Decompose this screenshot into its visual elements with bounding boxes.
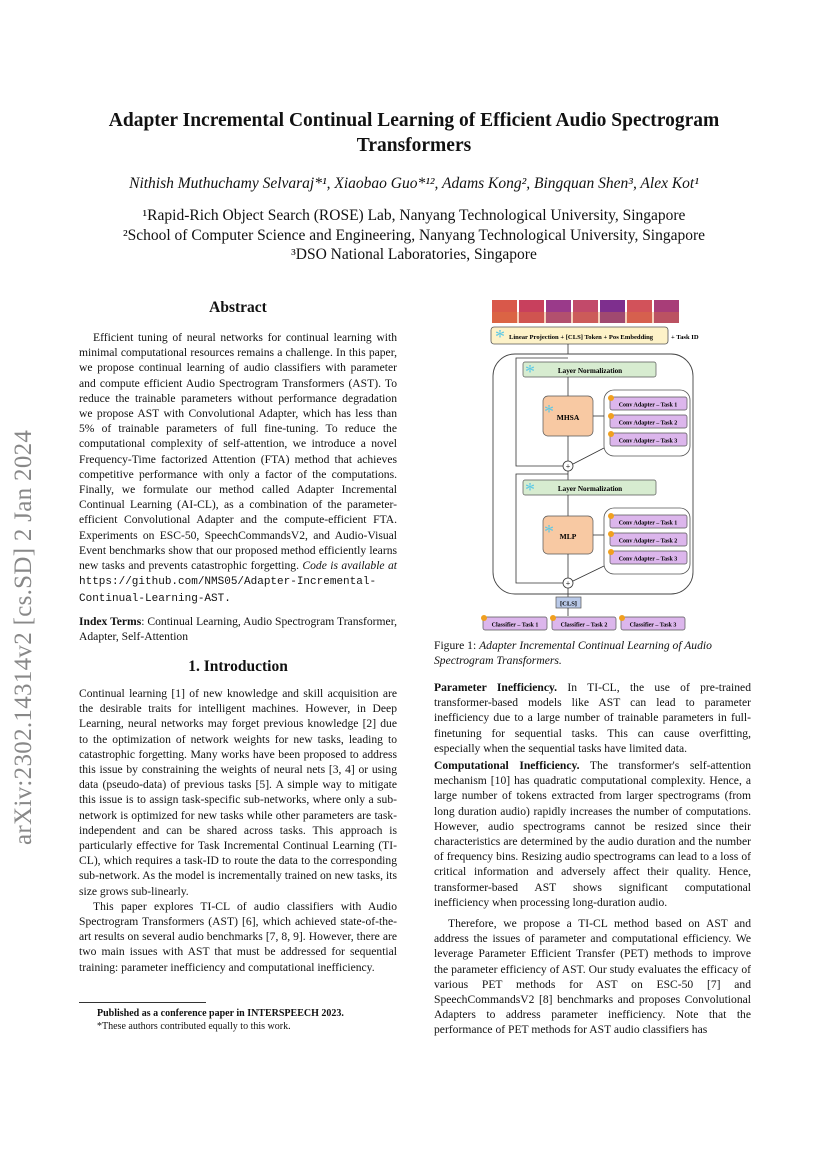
spectrogram-low-band	[492, 312, 679, 323]
figure-1	[468, 298, 728, 633]
diagram-label: Classifier – Task 2	[560, 622, 608, 629]
adapter-1-task-2	[608, 413, 687, 428]
intro-paragraph-2: This paper explores TI-CL of audio classifiers with Audio Spectrogram Transformers (AST) [6], which achieved state-of-the-art results on several audio benchmarks [7, 8, 9]. However, there are two main issues with AST that must be addressed for sequential training: parameter inefficiency and computational inefficiency.	[79, 899, 397, 974]
proposal-paragraph: Therefore, we propose a TI-CL method based on AST and address the issues of parameter and computational efficiency. We leverage Parameter Efficient Transfer (PET) methods to improve the parameter efficiency of AST. Our study evaluates the efficacy of various PET methods for AST on ESC-50 [7] and SpeechCommandsV2 [8] benchmarks and proposes Convolutional Adapters to address parameter inefficiency. Note that the performance of PET methods for AST audio classifiers has	[434, 917, 751, 1037]
frozen-icon: *	[544, 521, 554, 543]
paper-title: Adapter Incremental Continual Learning of Efficient Audio Spectrogram Transformers	[108, 110, 720, 156]
diagram-label: Classifier – Task 1	[491, 622, 539, 629]
abstract-heading: Abstract	[209, 299, 267, 316]
layer-norm-2-label: Layer Normalization	[557, 485, 623, 493]
comp-inefficiency-label: Computational Inefficiency.	[434, 759, 580, 773]
param-inefficiency-label: Parameter Inefficiency.	[434, 681, 558, 694]
intro-heading: 1. Introduction	[188, 658, 288, 675]
figure-caption-text: Adapter Incremental Continual Learning of Audio Spectrogram Transformers.	[434, 639, 712, 667]
diagram-label: Conv Adapter – Task 3	[618, 556, 678, 563]
intro-paragraph-1: Continual learning [1] of new knowledge and skill acquisition are the desirable traits for intelligent machines. However, in Deep Learning, neural networks may forget previous knowledge [2] due to the optimization of network weights for new tasks, leading to catastrophic forgetting. Many works have been proposed to address this issue by constraining the weights of neural nets [3, 4] or using data (pseudo-data) of previous tasks [5]. A simple way to mitigate this issue is to assign task-specific sub-networks, where only a sub-network is optimized for new tasks while other parameters are task-independent and can be shared across tasks. This approach is particularly effective for Task Incremental Continual Learning (TI-CL), which requires a task-ID to route the data to the corresponding sub-network. As the model is incrementally trained on new tasks, its size grows sub-linearly.	[79, 687, 397, 898]
footnote-rule	[79, 1002, 206, 1003]
adapter-1-task-1	[608, 395, 687, 410]
frozen-icon: *	[525, 361, 535, 383]
author-list: Nithish Muthuchamy Selvaraj*¹, Xiaobao Guo*¹², Adams Kong², Bingquan Shen³, Alex Kot¹	[129, 175, 699, 192]
right-column-body	[434, 680, 751, 1038]
diagram-label: Conv Adapter – Task 3	[618, 438, 678, 445]
index-terms-text: : Continual Learning, Audio Spectrogram Transformer, Adapter, Self-Attention	[79, 615, 397, 644]
figure-caption-label: Figure 1:	[434, 639, 477, 652]
comp-inefficiency-text: The transformer's self-attention mechanism [10] has quadratic computational complexity. Hence, a large number of tokens extracted from larger spectrograms (from long duration audio) rapidly increases the number of computations. However, audio spectrograms cannot be resized since their characteristics are determined by the audio duration and the number of frequency bins. Resizing audio spectrograms can lead to a loss of critical information and adversely affect their quality. Hence, transformer-based AST shows significant computational inefficiency when processing long-duration audio.	[434, 759, 752, 909]
classifier-task-3	[619, 615, 685, 630]
footnotes	[79, 1007, 397, 1033]
equal-contribution-note: *These authors contributed equally to this work.	[97, 1021, 291, 1032]
affiliations	[60, 206, 768, 265]
adapter-2-task-1	[608, 513, 687, 528]
spectrogram-patches	[492, 300, 679, 323]
mlp-label: MLP	[559, 532, 577, 541]
frozen-icon: *	[495, 326, 505, 348]
layer-norm-1-label: Layer Normalization	[557, 367, 623, 375]
affiliation-3: ³DSO National Laboratories, Singapore	[291, 246, 537, 263]
comp-inefficiency-paragraph	[434, 758, 751, 910]
arxiv-identifier: arXiv:2302.14314v2 [cs.SD] 2 Jan 2024	[10, 429, 37, 845]
param-inefficiency-paragraph	[434, 680, 751, 756]
diagram-label: Classifier – Task 3	[629, 622, 677, 629]
diagram-label: Conv Adapter – Task 2	[618, 538, 678, 545]
adapter-2-task-2	[608, 531, 687, 546]
diagram-label: Conv Adapter – Task 1	[618, 520, 678, 527]
published-note: Published as a conference paper in INTERSPEECH 2023.	[97, 1008, 344, 1019]
mhsa-label: MHSA	[556, 413, 580, 422]
adapter-1-task-3	[608, 431, 687, 446]
diagram-label: [CLS]	[560, 600, 577, 608]
code-link[interactable]: https://github.com/NMS05/Adapter-Incremental-Continual-Learning-AST.	[79, 576, 377, 606]
diagram-label: +	[565, 462, 571, 471]
abstract-body	[79, 330, 397, 608]
frozen-icon: *	[544, 401, 554, 423]
adapter-2-task-3	[608, 549, 687, 564]
intro-body	[79, 686, 397, 975]
diagram-label: Conv Adapter – Task 2	[618, 420, 678, 427]
param-inefficiency-text: In TI-CL, the use of pre-trained transformer-based models like AST can lead to parameter inefficiency due to a large number of trainable parameters in full-finetuning for sequential tasks. This can cause overfitting, especially when the sequential tasks have limited data.	[434, 681, 751, 755]
code-availability: Code is available at	[302, 559, 397, 573]
architecture-diagram	[468, 298, 728, 633]
affiliation-2: ²School of Computer Science and Engineering, Nanyang Technological University, Singapore	[122, 226, 706, 244]
embedding-label: Linear Projection + [CLS] Token + Pos Embedding	[508, 334, 654, 341]
frozen-icon: *	[525, 479, 535, 501]
classifier-task-2	[550, 615, 616, 630]
task-id-label: + Task ID	[671, 334, 699, 341]
diagram-label: Conv Adapter – Task 1	[618, 402, 678, 409]
figure-caption	[434, 638, 751, 668]
abstract-text: Efficient tuning of neural networks for continual learning with minimal computational resources remains a challenge. In this paper, we propose continual learning of audio classifiers with parameter and compute efficient Audio Spectrogram Transformers (AST). To reduce the trainable parameters without performance degradation we propose AST with Convolutional Adapter, which has less than 5% of trainable parameters of full fine-tuning. To reduce the computational complexity of self-attention, we introduce a novel Frequency-Time factorized Attention (FTA) method that achieves competitive performance with only a factor of the computations. Finally, we formulate our method called Adapter Incremental Continual Learning (AI-CL), as a combination of the parameter-efficient Convolutional Adapter and the compute-efficient FTA. Experiments on ESC-50, SpeechCommandsV2, and Audio-Visual Event benchmarks show that our proposed method efficiently learns new tasks and prevents catastrophic forgetting.	[79, 331, 397, 573]
affiliation-1: ¹Rapid-Rich Object Search (ROSE) Lab, Nanyang Technological University, Singapore	[142, 207, 686, 224]
index-terms	[79, 614, 397, 644]
index-terms-label: Index Terms	[79, 615, 142, 628]
classifier-task-1	[481, 615, 547, 630]
diagram-label: +	[565, 579, 571, 588]
